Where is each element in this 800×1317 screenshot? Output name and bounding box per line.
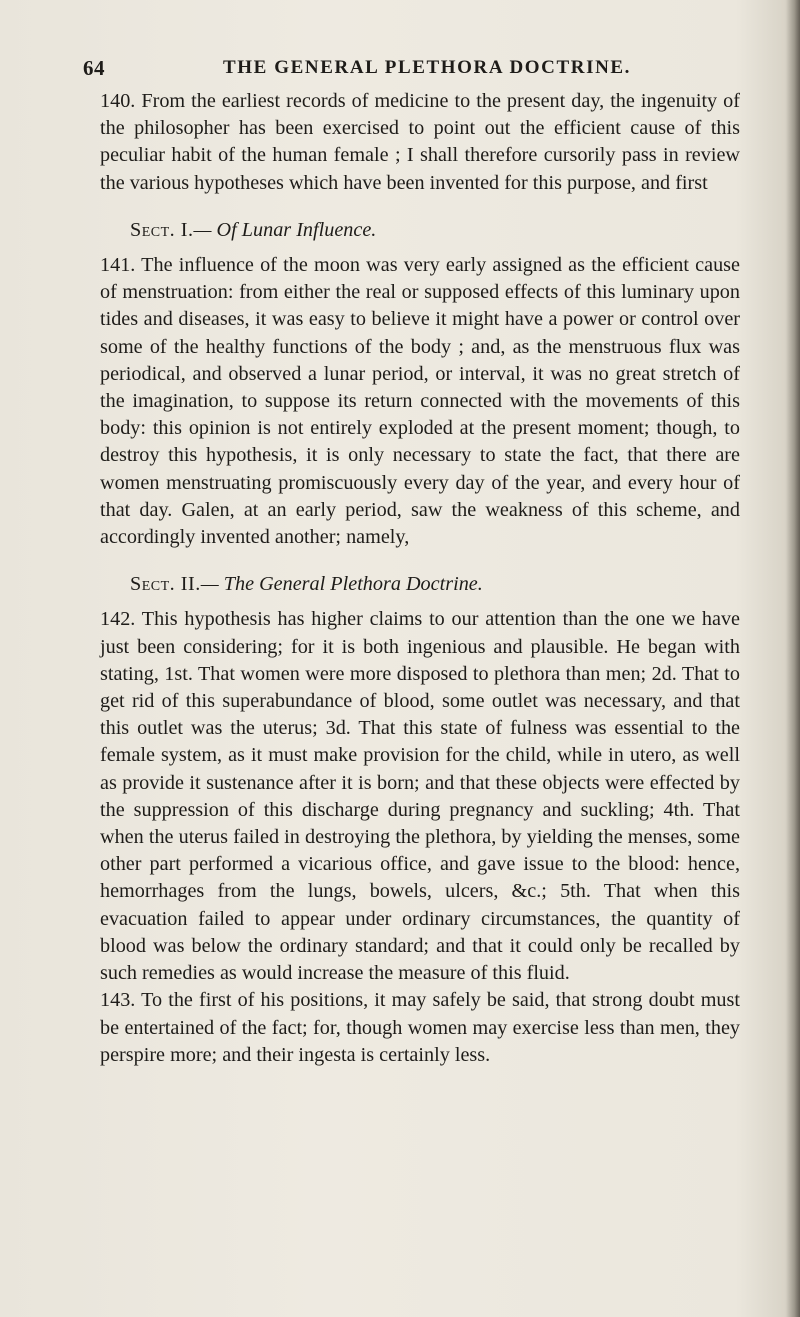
page-edge-shadow: [786, 0, 800, 1317]
section-1-title: — Of Lunar Influence.: [193, 218, 377, 241]
paragraph-142: 142. This hypothesis has higher claims to our attention than the one we have just been considering; for it is both ingenious and plausible. He began with stating, 1st. That women were more disposed to plethora than men; 2d. That to get rid of this superabundance of blood, some outlet was necessary, and that this outlet was the uterus; 3d. That this state of fulness was essential to the female system, as it must make provision for the child, while in utero, as well as provide it sustenance after it is born; and that these objects were effected by the suppression of this discharge during pregnancy and suckling; 4th. That when the uterus failed in destroying the plethora, by yielding the menses, some other part performed a vicarious office, and gave issue to the blood: hence, hemorrhages from the lungs, bowels, ulcers, &c.; 5th. That when this evacuation failed to appear under ordinary circumstances, the quantity of blood was below the ordinary standard; and that it could only be recalled by such remedies as would increase the measure of this fluid.: [100, 608, 740, 985]
section-2-title: — The General Plethora Doctrine.: [200, 573, 483, 596]
running-head: THE GENERAL PLETHORA DOCTRINE.: [223, 57, 632, 78]
section-heading-1: [100, 217, 740, 244]
section-heading-2: [100, 571, 740, 598]
body-text: [100, 88, 740, 1069]
section-2-label: Sect. II.: [130, 573, 201, 596]
paragraph-141: 141. The influence of the moon was very early assigned as the efficient cause of menstruation: from either the real or supposed effects of this luminary upon tides and diseases, it was easy to believe it might have a power or control over some of the healthy functions of the body ; and, as the menstruous flux was periodical, and observed a lunar period, or interval, it was no great stretch of the imagination, to suppose its return connected with the movements of this body: this opinion is not entirely exploded at the present moment; though, to destroy this hypothesis, it is only necessary to state the fact, that there are women menstruating promiscuously every day of the year, and every hour of that day. Galen, at an early period, saw the weakness of this scheme, and accordingly invented another; namely,: [100, 254, 740, 549]
paragraph-143: 143. To the first of his positions, it may safely be said, that strong doubt must be entertained of the fact; for, though women may exercise less than men, they perspire more; and their ingesta is certainly less.: [100, 989, 740, 1066]
paragraph-140: 140. From the earliest records of medicine to the present day, the ingenuity of the philosopher has been exercised to point out the efficient cause of this peculiar habit of the human female ; I shall therefore cursorily pass in review the various hypotheses which have been invented for this purpose, and first: [100, 90, 740, 194]
page-header: [83, 56, 743, 86]
section-1-label: Sect. I.: [130, 218, 194, 241]
page-number: 64: [83, 56, 105, 80]
